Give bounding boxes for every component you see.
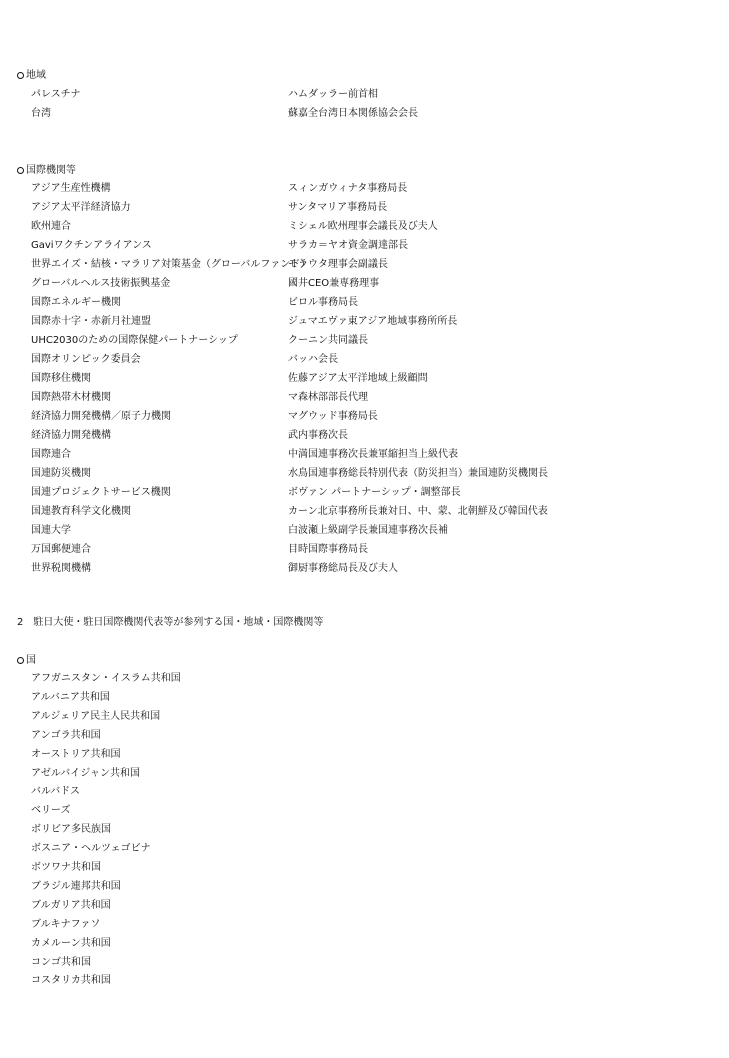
entity-name: 経済協力開発機構 bbox=[31, 430, 111, 441]
table-row bbox=[0, 297, 729, 311]
table-row bbox=[0, 544, 729, 558]
representative-name: クーニン共同議長 bbox=[288, 335, 368, 346]
entity-name: 国際連合 bbox=[31, 449, 71, 460]
table-row bbox=[0, 430, 729, 444]
representative-name: カーン北京事務所長兼対日、中、蒙、北朝鮮及び韓国代表 bbox=[288, 506, 548, 517]
table-row bbox=[0, 449, 729, 463]
table-row bbox=[0, 89, 729, 103]
entity-name: 国連防災機関 bbox=[31, 468, 91, 479]
table-row bbox=[0, 373, 729, 387]
table-row bbox=[0, 240, 729, 254]
table-row bbox=[0, 411, 729, 425]
table-row bbox=[0, 335, 729, 349]
list-item: ブルガリア共和国 bbox=[31, 899, 111, 911]
list-item: ブルキナファソ bbox=[31, 918, 101, 930]
entity-name: パレスチナ bbox=[31, 89, 81, 100]
circle-mark-icon bbox=[17, 167, 24, 174]
table-row bbox=[0, 525, 729, 539]
list-item: ボツワナ共和国 bbox=[31, 862, 101, 873]
countries-heading bbox=[17, 655, 36, 667]
list-item: コンゴ共和国 bbox=[31, 956, 91, 968]
entity-name: 国際オリンピック委員会 bbox=[31, 354, 141, 365]
entity-name: 世界税関機構 bbox=[31, 563, 91, 574]
list-item: ボスニア・ヘルツェゴビナ bbox=[31, 843, 151, 855]
list-item: コスタリカ共和国 bbox=[31, 975, 111, 987]
countries-heading-text: 国 bbox=[26, 655, 36, 666]
table-row bbox=[0, 487, 729, 501]
list-item: カメルーン共和国 bbox=[31, 937, 111, 949]
table-row bbox=[0, 506, 729, 520]
representative-name: 目時国際事務局長 bbox=[288, 544, 368, 555]
table-row bbox=[0, 392, 729, 406]
table-row bbox=[0, 563, 729, 577]
entity-name: 国際赤十字・赤新月社連盟 bbox=[31, 316, 151, 327]
table-row bbox=[0, 278, 729, 292]
representative-name: ボヴァン パートナーシップ・調整部長 bbox=[288, 487, 461, 498]
entity-name: 国際熱帯木材機関 bbox=[31, 392, 111, 403]
list-item: ベリーズ bbox=[31, 805, 71, 817]
entity-name: 国連プロジェクトサービス機関 bbox=[31, 487, 171, 498]
list-item: ボリビア多民族国 bbox=[31, 824, 111, 836]
representative-name: ジュマエヴァ東アジア地域事務所所長 bbox=[288, 316, 458, 327]
circle-mark-icon bbox=[17, 657, 24, 664]
representative-name: 武内事務次長 bbox=[288, 430, 348, 441]
representative-name: 御厨事務総局長及び夫人 bbox=[288, 563, 398, 574]
list-item: アンゴラ共和国 bbox=[31, 729, 101, 741]
representative-name: ビロル事務局長 bbox=[288, 297, 358, 308]
representative-name: マグウッド事務局長 bbox=[288, 411, 378, 422]
list-item: アフガニスタン・イスラム共和国 bbox=[31, 673, 181, 684]
list-item: バルバドス bbox=[31, 786, 80, 798]
entity-name: 国際エネルギー機関 bbox=[31, 297, 121, 308]
regions-heading-text: 地域 bbox=[26, 70, 46, 81]
entity-name: 国連教育科学文化機関 bbox=[31, 506, 131, 517]
entity-name: UHC2030のための国際保健パートナーシップ bbox=[31, 335, 238, 346]
table-row bbox=[0, 316, 729, 330]
representative-name: マ森林部部長代理 bbox=[288, 392, 368, 403]
table-row bbox=[0, 354, 729, 368]
list-item: ブラジル連邦共和国 bbox=[31, 880, 121, 892]
entity-name: 台湾 bbox=[31, 108, 51, 119]
representative-name: スィンガウィナタ事務局長 bbox=[288, 183, 408, 194]
section-2-title: 2 駐日大使・駐日国際機関代表等が参列する国・地域・国際機関等 bbox=[17, 617, 324, 628]
representative-name: モラウタ理事会副議長 bbox=[288, 259, 388, 270]
entity-name: アジア太平洋経済協力 bbox=[31, 202, 131, 213]
regions-heading bbox=[17, 70, 46, 82]
list-item: アゼルバイジャン共和国 bbox=[31, 767, 140, 779]
table-row bbox=[0, 468, 729, 482]
representative-name: 水鳥国連事務総長特別代表（防災担当）兼国連防災機関長 bbox=[288, 468, 548, 479]
representative-name: 佐藤アジア太平洋地域上級顧問 bbox=[288, 373, 428, 384]
entity-name: Gaviワクチンアライアンス bbox=[31, 240, 152, 251]
entity-name: 欧州連合 bbox=[31, 221, 71, 232]
table-row bbox=[0, 108, 729, 122]
intl-orgs-heading bbox=[17, 165, 76, 177]
representative-name: 國井CEO兼専務理事 bbox=[288, 278, 380, 289]
representative-name: ミシェル欧州理事会議長及び夫人 bbox=[288, 221, 438, 232]
entity-name: アジア生産性機構 bbox=[31, 183, 111, 194]
representative-name: サンタマリア事務局長 bbox=[288, 202, 388, 213]
entity-name: 国際移住機関 bbox=[31, 373, 91, 384]
representative-name: ハムダッラー前首相 bbox=[288, 89, 378, 100]
entity-name: グローバルヘルス技術振興基金 bbox=[31, 278, 171, 289]
entity-name: 世界エイズ・結核・マラリア対策基金（グローバルファンド） bbox=[31, 259, 311, 270]
representative-name: 白波瀬上級副学長兼国連事務次長補 bbox=[288, 525, 448, 536]
table-row bbox=[0, 221, 729, 235]
list-item: アルジェリア民主人民共和国 bbox=[31, 710, 161, 722]
intl-orgs-heading-text: 国際機関等 bbox=[26, 165, 76, 176]
entity-name: 万国郵便連合 bbox=[31, 544, 91, 555]
entity-name: 国連大学 bbox=[31, 525, 71, 536]
table-row bbox=[0, 183, 729, 197]
table-row bbox=[0, 259, 729, 273]
representative-name: サラカ＝ヤオ資金調達部長 bbox=[288, 240, 408, 251]
list-item: オーストリア共和国 bbox=[31, 748, 121, 760]
circle-mark-icon bbox=[17, 72, 24, 79]
representative-name: 蘇嘉全台湾日本関係協会会長 bbox=[288, 108, 418, 119]
entity-name: 経済協力開発機構／原子力機関 bbox=[31, 411, 171, 422]
representative-name: バッハ会長 bbox=[288, 354, 338, 365]
representative-name: 中満国連事務次長兼軍縮担当上級代表 bbox=[288, 449, 458, 460]
table-row bbox=[0, 202, 729, 216]
list-item: アルバニア共和国 bbox=[31, 691, 110, 703]
